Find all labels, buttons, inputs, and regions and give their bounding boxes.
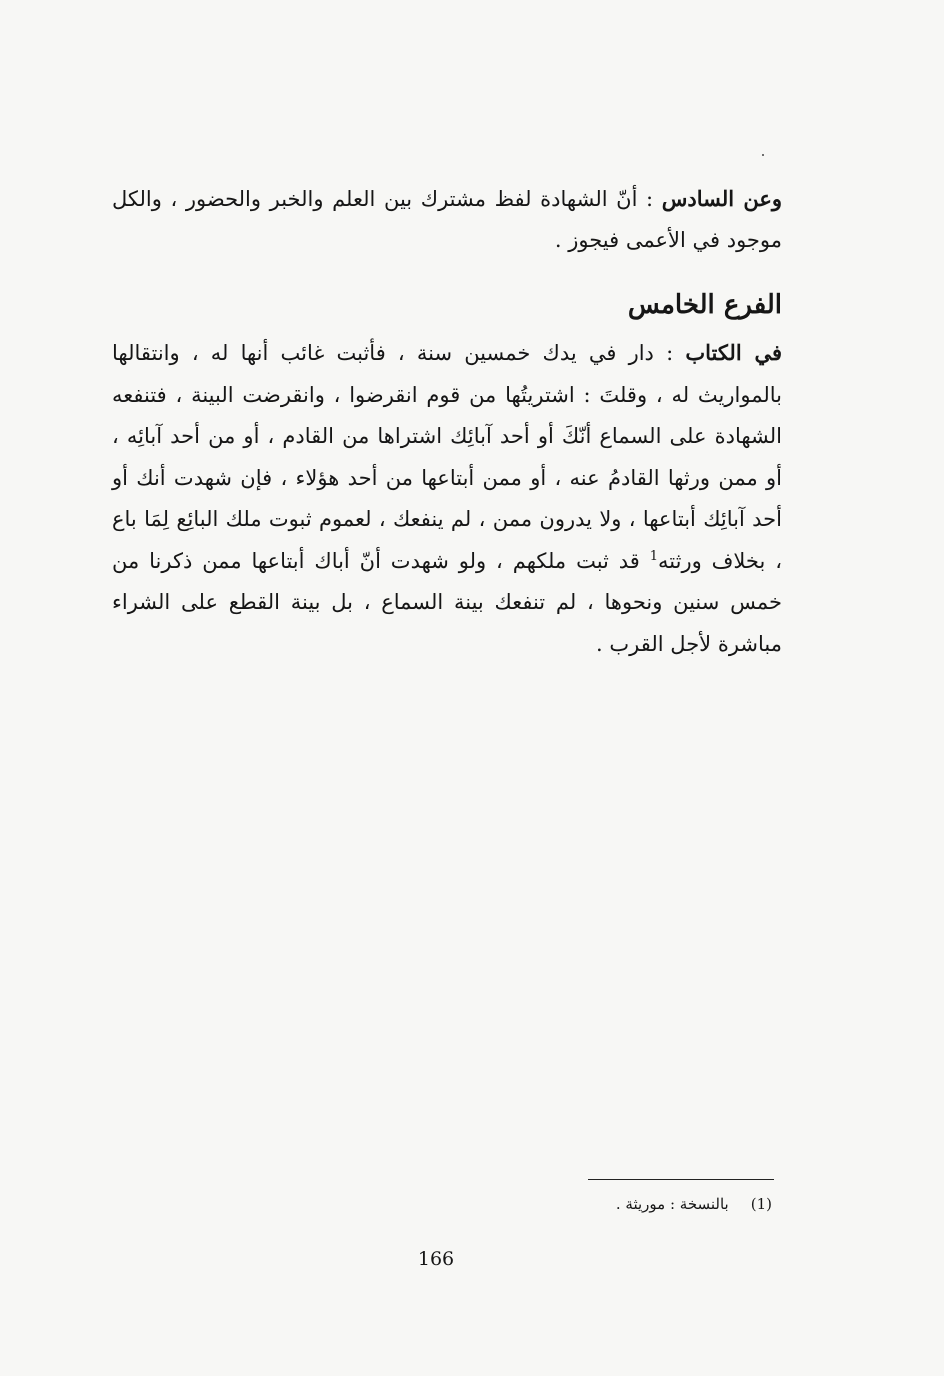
footnote-reference: 1 bbox=[649, 548, 659, 564]
paragraph-lead: وعن السادس bbox=[661, 186, 782, 211]
footnote-number: (1) bbox=[750, 1195, 772, 1213]
footnote-text: بالنسخة : موريثة . bbox=[615, 1195, 729, 1213]
paragraph-body: : أنّ الشهادة لفظ مشترك بين العلم والخبر والحضور ، والكل موجود في الأعمى فيجوز . bbox=[112, 187, 782, 252]
paragraph-section-five bbox=[112, 332, 782, 665]
footnote-divider bbox=[588, 1179, 774, 1180]
paragraph-lead: في الكتاب bbox=[685, 340, 782, 365]
paragraph-body: : دار في يدك خمسين سنة ، فأثبت غائب أنها له ، وانتقالها بالمواريث له ، وقلتَ : اشتريتُها من قوم انقرضوا ، وانقرضت البينة ، فتنفعه الشهادة على السماع أنّكَ أو أحد آبائِك اشتراها من القادم ، أو من أحد آبائِه ، أو ممن ورثها القادمُ عنه ، أو ممن أبتاعها من أحد هؤلاء ، فإن شهدت أنك أو أحد آبائِك أبتاعها ، ولا يدرون ممن ، لم ينفعك ، لعموم ثبوت ملك البائِع لِمَا باع ، بخلاف ورثته bbox=[112, 341, 783, 573]
paragraph-sixth-response bbox=[112, 178, 782, 261]
footnote bbox=[372, 1192, 772, 1216]
scan-speck bbox=[762, 154, 764, 156]
section-heading: الفرع الخامس bbox=[627, 290, 782, 320]
paragraph-body-continued: قد ثبت ملكهم ، ولو شهدت أنّ أباك أبتاعها ممن ذكرنا من خمس سنين ونحوها ، لم تنفعك بينة السماع ، بل بينة القطع على الشراء مباشرة لأجل القرب . bbox=[112, 548, 782, 656]
page-number: 166 bbox=[417, 1248, 455, 1270]
